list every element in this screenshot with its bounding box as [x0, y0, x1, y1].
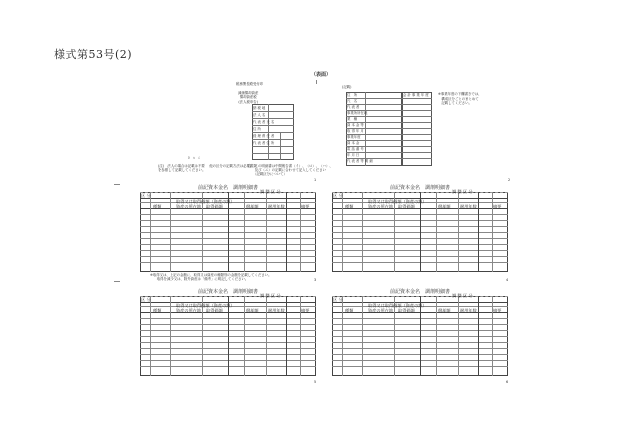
cover-right [340, 78, 510, 182]
detail-sheet-1 [140, 185, 317, 282]
cover-left-remarks: 注 この明細書は中間報告書（イ）、（ロ）、（ハ）、 及び（ニ）の記載に合わせて記入してください （記載区分について） [248, 164, 333, 177]
detail-page-no: 3 [314, 278, 317, 282]
cover-right-field-9: 資 本 金 [347, 141, 360, 145]
detail-col-5: 耐用年数 [268, 308, 285, 313]
cover-left-heading: 減価償却資産 償却資産税 (法人税申告) [238, 91, 259, 104]
detail-sheet-title: 前記資本金名 調剤明細書 [390, 289, 451, 295]
detail-col-6: 摘要 [301, 204, 310, 209]
detail-col-3: 取得価額 [206, 308, 223, 313]
detail-col-2: 資産の所在地 [368, 308, 394, 313]
cover-left-stamp-marks: ﾛ ﾊ ﾆ [188, 156, 200, 160]
cover-right-side-note: ※事業年度の下欄書きでは、 構成区分ごとのまとめて 記載してください。 [438, 92, 482, 106]
cover-right-field-11: 年 月 日 [347, 153, 360, 157]
detail-col-2: 資産の所在地 [368, 204, 394, 209]
cover-left-field-1: 納 税 地 [253, 105, 266, 110]
cover-right-field-8: 事業年度 [347, 135, 361, 139]
cover-right-field-3: 代 表 者 [347, 105, 360, 109]
cover-right-field-6: 資 本 金 等 [347, 123, 364, 127]
cover-left-page-no: 1 [314, 178, 317, 182]
detail-col-5: 耐用年数 [460, 308, 477, 313]
cover-left-field-2: 法 人 名 [253, 112, 266, 117]
detail-col-5: 耐用年数 [460, 204, 477, 209]
detail-left-cell: 区 分 [333, 193, 343, 198]
cover-left-field-6: 代 表 者 住 所 [253, 140, 275, 145]
cover-left-footnote: (注) 法人の場合は記載は不要 他の区分の記載方法は必要書類を参照して記載してください。 [158, 164, 257, 173]
detail-page-no: 4 [506, 278, 509, 282]
detail-group-top: 調 整 区 分 [260, 189, 281, 194]
cover-left-field-5: 経 理 責 任 者 [253, 133, 275, 138]
detail-col-2: 資産の所在地 [176, 204, 202, 209]
detail-group-top: 調 整 区 分 [260, 293, 281, 298]
detail-sheet-title: 前記資本金名 調剤明細書 [198, 289, 259, 295]
detail-group-top: 調 整 区 分 [452, 189, 473, 194]
detail-sheet-title: 前記資本金名 調剤明細書 [198, 185, 259, 191]
detail-col-1: 種類 [153, 204, 162, 209]
section-label: （表面） [311, 72, 332, 78]
cover-right-field-12: 代 表 者 等 明 細 [347, 159, 373, 163]
cover-left [150, 78, 333, 182]
detail-left-cell: 区 分 [141, 297, 151, 302]
detail-col-4: 償却額 [246, 204, 259, 209]
detail-col-6: 摘要 [493, 308, 502, 313]
cover-left-top-small: 税務署長殿受付印 [236, 82, 264, 86]
cover-right-field-1: 住 所 [347, 93, 358, 97]
detail-footnote: ※取得又は、上記の金額に、取得又は資産の種類別の金額を記載してください。 取得を減少又は、除外資産は「備考」に明記してください。 [150, 273, 272, 282]
detail-left-cell: 区 分 [141, 193, 151, 198]
detail-col-4: 償却額 [438, 204, 451, 209]
fold-mark [316, 80, 317, 84]
detail-col-4: 償却額 [246, 308, 259, 313]
form-title: 様式第53号(2) [54, 48, 133, 61]
cover-right-field-2: 氏 名 [347, 99, 358, 103]
detail-col-4: 償却額 [438, 308, 451, 313]
detail-sheet-3 [140, 289, 317, 384]
detail-col-2: 資産の所在地 [176, 308, 202, 313]
cover-right-top-small: (記載) [342, 85, 352, 89]
cover-right-field-10: 電 話 番 号 [347, 147, 364, 151]
detail-page-no: 5 [314, 380, 317, 384]
detail-col-1: 種類 [345, 308, 354, 313]
detail-left-cell: 区 分 [333, 297, 343, 302]
detail-page-no: 6 [506, 380, 509, 384]
detail-col-1: 種類 [153, 308, 162, 313]
detail-mid-caption: 取得又は取得価額（資産の額） [368, 303, 427, 308]
detail-mid-caption: 取得又は取得価額（資産の額） [176, 303, 235, 308]
cover-right-field-5: 業 種 [347, 117, 358, 121]
detail-col-1: 種類 [345, 204, 354, 209]
detail-col-3: 取得価額 [398, 308, 415, 313]
cover-right-field-7: 取 得 年 月 [347, 129, 364, 133]
detail-col-5: 耐用年数 [268, 204, 285, 209]
cover-right-field-4: 事業所所在地 [347, 111, 368, 115]
cover-right-page-no: 2 [508, 178, 511, 182]
cover-right-field-13: 会 計 事 業 年 度 [403, 93, 429, 97]
fold-mark [114, 281, 120, 282]
detail-mid-caption: 取得又は取得価額（資産の額） [176, 199, 235, 204]
detail-sheet-title: 前記資本金名 調剤明細書 [390, 185, 451, 191]
detail-col-3: 取得価額 [206, 204, 223, 209]
cover-left-field-4: 住 所 [253, 126, 261, 131]
fold-mark [114, 184, 120, 185]
detail-sheet-4 [332, 289, 509, 384]
detail-group-top: 調 整 区 分 [452, 293, 473, 298]
cover-left-field-3: 代 表 者 氏 名 [253, 119, 275, 124]
detail-col-6: 摘要 [301, 308, 310, 313]
detail-col-6: 摘要 [493, 204, 502, 209]
detail-col-3: 取得価額 [398, 204, 415, 209]
detail-sheet-2 [332, 185, 509, 282]
detail-mid-caption: 取得又は取得価額（資産の額） [368, 199, 427, 204]
